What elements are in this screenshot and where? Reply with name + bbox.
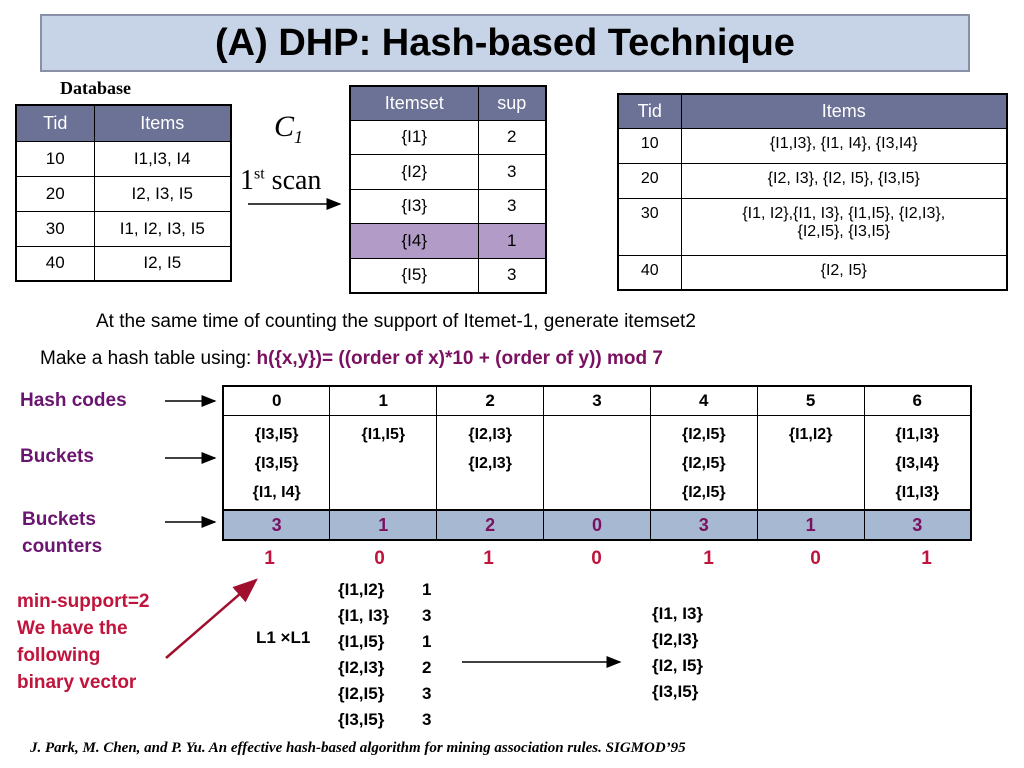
binary-vector-value: 0	[810, 548, 821, 569]
hash-code-cell: 0	[223, 386, 330, 415]
candidate-itemset: {I3,I5}	[338, 710, 385, 729]
candidate-itemset: {I2,I3}	[338, 658, 385, 677]
bucket-counters-table	[222, 509, 972, 541]
bucket-counter-cell: 2	[437, 510, 544, 540]
items-cell: I2, I5	[94, 246, 231, 281]
bucket-item: {I2,I5}	[681, 454, 726, 472]
table-header-row	[16, 105, 231, 141]
bucket-counter-cell: 3	[650, 510, 757, 540]
tid-cell: 40	[16, 246, 94, 281]
column-header-items: Items	[681, 94, 1007, 128]
items-cell: I1, I2, I3, I5	[94, 211, 231, 246]
candidate-count: 1	[422, 632, 432, 651]
result-itemset: {I3,I5}	[652, 682, 699, 701]
tid-cell: 10	[618, 128, 681, 163]
bucket-item: {I1,I5}	[361, 425, 406, 443]
min-support-line: min-support=2	[17, 591, 150, 612]
hash-code-cell: 4	[650, 386, 757, 415]
pairs-cell: {I2, I5}	[681, 255, 1007, 290]
bucket-item: {I3,I5}	[254, 425, 299, 443]
min-support-note	[17, 588, 149, 696]
itemset-cell: {I4}	[350, 224, 478, 259]
tid-cell: 20	[16, 176, 94, 211]
candidate-row	[338, 603, 442, 629]
hash-code-cell: 5	[757, 386, 864, 415]
table-row	[16, 176, 231, 211]
bucket-item: {I1, I4}	[252, 483, 301, 501]
candidate-row	[338, 681, 442, 707]
c1-label	[274, 110, 303, 148]
table-row	[16, 246, 231, 281]
description-line: At the same time of counting the support of Itemet-1, generate itemset2	[96, 311, 696, 332]
bucket-item: {I2,I5}	[681, 483, 726, 501]
hash-codes-label: Hash codes	[20, 390, 127, 411]
candidate-count: 3	[422, 684, 432, 703]
hash-intro-text: Make a hash table using:	[40, 348, 257, 369]
support-cell: 2	[478, 120, 546, 155]
candidate-row	[338, 707, 442, 733]
candidate-row	[338, 577, 442, 603]
candidate-count: 2	[422, 658, 432, 677]
tid-cell: 20	[618, 163, 681, 198]
column-header-items: Items	[94, 105, 231, 141]
scan-number: 1	[240, 165, 254, 196]
hash-code-cell: 3	[544, 386, 651, 415]
support-cell: 3	[478, 258, 546, 293]
binary-vector-value: 1	[264, 548, 275, 569]
binary-vector-value: 0	[374, 548, 385, 569]
scan-ordinal: st	[254, 165, 265, 183]
citation: J. Park, M. Chen, and P. Yu. An effective hash-based algorithm for mining association rules. SIGMOD’95	[30, 740, 686, 756]
hash-codes-row	[223, 386, 971, 415]
hash-code-cell: 6	[864, 386, 971, 415]
items-cell: I1,I3, I4	[94, 141, 231, 176]
database-table	[15, 104, 232, 282]
bucket-item: {I1,I2}	[788, 425, 833, 443]
table-row	[350, 120, 546, 155]
pairs-cell: {I1,I3}, {I1, I4}, {I3,I4}	[681, 128, 1007, 163]
result-itemset-list	[652, 601, 703, 705]
buckets-label: Buckets	[20, 446, 94, 467]
table-row	[618, 198, 1007, 255]
candidate-itemset: {I1, I3}	[338, 606, 390, 625]
bucket-counter-cell: 0	[544, 510, 651, 540]
hash-formula: h({x,y})= ((order of x)*10 + (order of y)) mod 7	[256, 348, 663, 369]
min-support-line: following	[17, 645, 101, 666]
candidate-list	[338, 577, 442, 733]
table-row	[16, 211, 231, 246]
support-cell: 3	[478, 155, 546, 190]
binary-vector-value: 0	[591, 548, 602, 569]
support-cell: 1	[478, 224, 546, 259]
column-header-tid: Tid	[16, 105, 94, 141]
candidate-itemset: {I2,I5}	[338, 684, 385, 703]
bucket-item: {I2,I5}	[681, 425, 726, 443]
support-cell: 3	[478, 189, 546, 224]
binary-vector-value: 1	[921, 548, 932, 569]
bucket-item: {I3,I4}	[895, 454, 940, 472]
hash-code-cell: 1	[330, 386, 437, 415]
hash-code-cell: 2	[437, 386, 544, 415]
candidate-row	[338, 629, 442, 655]
pairs-line: {I2,I5}, {I3,I5}	[797, 222, 891, 240]
column-header-itemset: Itemset	[350, 86, 478, 120]
scan-word: scan	[264, 165, 322, 196]
table-row	[350, 155, 546, 190]
bucket-counter-cell: 3	[864, 510, 971, 540]
candidate-itemset: {I1,I5}	[338, 632, 385, 651]
itemset-cell: {I5}	[350, 258, 478, 293]
bucket-counters-label	[22, 506, 102, 560]
table-row	[618, 163, 1007, 198]
result-itemset: {I1, I3}	[652, 604, 704, 623]
bucket-counter-cell: 1	[757, 510, 864, 540]
column-header-tid: Tid	[618, 94, 681, 128]
candidate-itemset: {I1,I2}	[338, 580, 385, 599]
table-row	[618, 255, 1007, 290]
binary-vector-arrow	[166, 580, 256, 658]
first-scan-label	[240, 165, 321, 197]
slide-title: (A) DHP: Hash-based Technique	[40, 14, 970, 72]
pairs-cell	[681, 198, 1007, 255]
hash-function-line	[40, 348, 663, 370]
pairs-table	[617, 93, 1008, 291]
c1-letter: C	[274, 110, 295, 143]
highlighted-row	[350, 224, 546, 259]
bucket-counter-cell: 1	[330, 510, 437, 540]
table-header-row	[618, 94, 1007, 128]
bucket-item: {I1,I3}	[895, 425, 940, 443]
tid-cell: 30	[16, 211, 94, 246]
bucket-item: {I1,I3}	[895, 483, 940, 501]
binary-vector-value: 1	[483, 548, 494, 569]
candidate-count: 3	[422, 710, 432, 729]
column-header-sup: sup	[478, 86, 546, 120]
result-itemset: {I2, I5}	[652, 656, 704, 675]
c1-table	[349, 85, 547, 294]
table-row	[16, 141, 231, 176]
min-support-line: binary vector	[17, 672, 137, 693]
itemset-cell: {I1}	[350, 120, 478, 155]
itemset-cell: {I2}	[350, 155, 478, 190]
candidate-row	[338, 655, 442, 681]
items-cell: I2, I3, I5	[94, 176, 231, 211]
table-row	[350, 258, 546, 293]
c1-subscript: 1	[294, 127, 304, 147]
tid-cell: 40	[618, 255, 681, 290]
tid-cell: 30	[618, 198, 681, 255]
result-itemset: {I2,I3}	[652, 630, 699, 649]
l1-cross-l1-label: L1 ×L1	[256, 628, 311, 647]
table-row	[618, 128, 1007, 163]
bucket-counters-label-line: counters	[22, 536, 103, 557]
table-row	[350, 189, 546, 224]
bucket-counter-cell: 3	[223, 510, 330, 540]
table-header-row	[350, 86, 546, 120]
bucket-item: {I2,I3}	[468, 425, 512, 443]
candidate-count: 1	[422, 580, 432, 599]
itemset-cell: {I3}	[350, 189, 478, 224]
bucket-item: {I3,I5}	[254, 454, 299, 472]
bucket-item: {I2,I3}	[468, 454, 512, 472]
min-support-line: We have the	[17, 618, 128, 639]
tid-cell: 10	[16, 141, 94, 176]
bucket-counters-label-line: Buckets	[22, 509, 96, 530]
bucket-counters-row	[223, 510, 971, 540]
pairs-cell: {I2, I3}, {I2, I5}, {I3,I5}	[681, 163, 1007, 198]
binary-vector-value: 1	[703, 548, 714, 569]
candidate-count: 3	[422, 606, 432, 625]
database-label: Database	[60, 78, 131, 98]
pairs-line: {I1, I2},{I1, I3}, {I1,I5}, {I2,I3},	[742, 204, 946, 222]
